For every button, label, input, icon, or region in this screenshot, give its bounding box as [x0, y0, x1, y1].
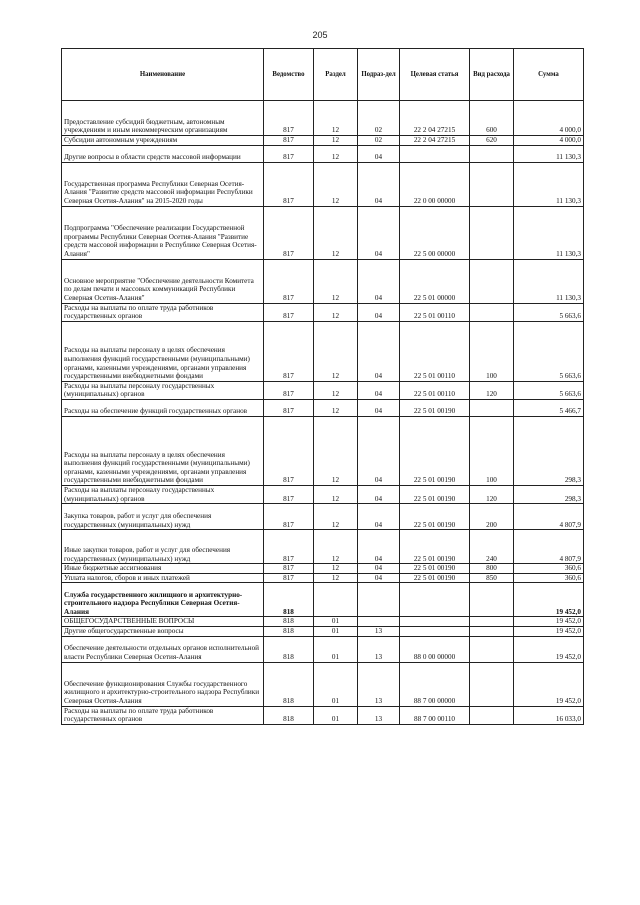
row-name: Другие вопросы в области средств массовой информации [62, 145, 264, 162]
row-podrazdel: 04 [358, 162, 400, 206]
table-row [62, 381, 584, 399]
row-name: Расходы на выплаты персоналу в целях обеспечения выполнения функций государственными (муниципальными) органами, казенными учреждениями, органами управления государственными внебюджетными фондами [62, 321, 264, 381]
row-summa: 298,3 [514, 416, 584, 485]
row-summa: 11 130,3 [514, 162, 584, 206]
row-razdel: 12 [314, 573, 358, 583]
row-name: Основное мероприятие "Обеспечение деятельности Комитета по делам печати и массовых коммуникаций Республики Северная Осетия-Алания" [62, 259, 264, 303]
row-statya: 22 5 01 00190 [400, 504, 470, 530]
row-summa: 360,6 [514, 573, 584, 583]
row-podrazdel: 04 [358, 303, 400, 321]
row-summa: 4 000,0 [514, 101, 584, 136]
row-podrazdel: 04 [358, 564, 400, 574]
row-name: Расходы на выплаты персоналу в целях обеспечения выполнения функций государственными (муниципальными) органами, казенными учреждениями, органами управления государственными внебюджетными фондами [62, 416, 264, 485]
page-number: 205 [312, 30, 328, 40]
table-row [62, 706, 584, 724]
row-vid: 600 [470, 101, 514, 136]
table-row [62, 162, 584, 206]
header-name: Наименование [62, 49, 264, 101]
row-statya [400, 145, 470, 162]
header-podrazdel: Подраз-дел [358, 49, 400, 101]
row-vedomstvo: 817 [264, 162, 314, 206]
row-statya: 22 5 01 00190 [400, 416, 470, 485]
row-summa: 5 663,6 [514, 303, 584, 321]
row-vedomstvo: 818 [264, 626, 314, 636]
row-podrazdel: 04 [358, 321, 400, 381]
row-vedomstvo: 818 [264, 662, 314, 706]
row-name: Расходы на выплаты персоналу государственных (муниципальных) органов [62, 485, 264, 503]
header-statya: Целевая статья [400, 49, 470, 101]
row-vedomstvo: 817 [264, 564, 314, 574]
row-vedomstvo: 817 [264, 416, 314, 485]
row-statya: 22 5 01 00110 [400, 381, 470, 399]
row-vid [470, 303, 514, 321]
row-vid: 120 [470, 485, 514, 503]
row-podrazdel: 13 [358, 662, 400, 706]
row-razdel: 12 [314, 504, 358, 530]
header-vid: Вид расхода [470, 49, 514, 101]
row-razdel: 01 [314, 617, 358, 627]
row-statya: 22 0 00 00000 [400, 162, 470, 206]
row-razdel: 12 [314, 416, 358, 485]
row-vid: 120 [470, 381, 514, 399]
row-summa: 11 130,3 [514, 259, 584, 303]
row-statya: 22 5 01 00110 [400, 321, 470, 381]
table-row [62, 564, 584, 574]
row-statya: 22 5 01 00190 [400, 485, 470, 503]
row-vid: 100 [470, 416, 514, 485]
row-vid: 620 [470, 136, 514, 146]
row-statya: 88 7 00 00110 [400, 706, 470, 724]
row-podrazdel: 04 [358, 145, 400, 162]
row-razdel: 12 [314, 381, 358, 399]
row-summa: 19 452,0 [514, 583, 584, 617]
row-vedomstvo: 817 [264, 381, 314, 399]
row-podrazdel [358, 617, 400, 627]
row-summa: 16 033,0 [514, 706, 584, 724]
row-name: Расходы на выплаты персоналу государственных (муниципальных) органов [62, 381, 264, 399]
row-vid [470, 259, 514, 303]
table-row [62, 485, 584, 503]
row-statya: 22 5 01 00190 [400, 573, 470, 583]
row-summa: 4 807,9 [514, 504, 584, 530]
header-summa: Сумма [514, 49, 584, 101]
row-summa: 5 466,7 [514, 399, 584, 416]
row-name: Предоставление субсидий бюджетным, автономным учреждениям и иным некоммерческим организациям [62, 101, 264, 136]
row-razdel: 12 [314, 206, 358, 259]
row-vedomstvo: 817 [264, 206, 314, 259]
row-podrazdel: 04 [358, 416, 400, 485]
header-vedomstvo: Ведомство [264, 49, 314, 101]
row-statya [400, 626, 470, 636]
row-summa: 19 452,0 [514, 617, 584, 627]
row-vedomstvo: 817 [264, 530, 314, 564]
table-row [62, 399, 584, 416]
row-podrazdel: 02 [358, 136, 400, 146]
row-vedomstvo: 818 [264, 636, 314, 662]
row-razdel: 12 [314, 101, 358, 136]
row-vedomstvo: 817 [264, 573, 314, 583]
row-summa: 298,3 [514, 485, 584, 503]
row-vedomstvo: 817 [264, 485, 314, 503]
row-name: Субсидии автономным учреждениям [62, 136, 264, 146]
row-vid [470, 145, 514, 162]
table-row [62, 321, 584, 381]
row-razdel: 12 [314, 259, 358, 303]
table-row [62, 662, 584, 706]
row-statya [400, 617, 470, 627]
row-summa: 11 130,3 [514, 145, 584, 162]
table-row [62, 626, 584, 636]
row-podrazdel: 13 [358, 706, 400, 724]
row-podrazdel: 04 [358, 206, 400, 259]
row-vid: 850 [470, 573, 514, 583]
table-row [62, 636, 584, 662]
row-vedomstvo: 817 [264, 136, 314, 146]
table-row [62, 583, 584, 617]
table-row [62, 573, 584, 583]
row-statya: 22 5 01 00190 [400, 530, 470, 564]
row-statya: 22 5 01 00000 [400, 259, 470, 303]
row-podrazdel [358, 583, 400, 617]
row-name: Обеспечение деятельности отдельных органов исполнительной власти Республики Северная Осетия-Алания [62, 636, 264, 662]
row-razdel: 01 [314, 626, 358, 636]
row-name: Обеспечение функционирования Службы государственного жилищного и архитектурно-строительного надзора Республики Северная Осетия-Алания [62, 662, 264, 706]
row-podrazdel: 04 [358, 399, 400, 416]
row-podrazdel: 04 [358, 485, 400, 503]
row-razdel: 01 [314, 636, 358, 662]
row-name: Закупка товаров, работ и услуг для обеспечения государственных (муниципальных) нужд [62, 504, 264, 530]
row-razdel: 12 [314, 399, 358, 416]
row-statya: 22 5 01 00190 [400, 564, 470, 574]
row-summa: 19 452,0 [514, 626, 584, 636]
row-podrazdel: 13 [358, 636, 400, 662]
row-statya: 88 0 00 00000 [400, 636, 470, 662]
row-vid: 800 [470, 564, 514, 574]
row-name: Расходы на выплаты по оплате труда работников государственных органов [62, 706, 264, 724]
row-name: Государственная программа Республики Северная Осетия-Алания "Развитие средств массовой информации Республики Северная Осетия-Алания" на 2015-2020 годы [62, 162, 264, 206]
row-summa: 19 452,0 [514, 662, 584, 706]
row-podrazdel: 04 [358, 573, 400, 583]
row-podrazdel: 04 [358, 259, 400, 303]
row-vedomstvo: 817 [264, 101, 314, 136]
row-razdel [314, 583, 358, 617]
table-row [62, 416, 584, 485]
row-vid [470, 617, 514, 627]
row-vedomstvo: 817 [264, 303, 314, 321]
row-statya: 22 5 01 00110 [400, 303, 470, 321]
table-row [62, 303, 584, 321]
table-row [62, 259, 584, 303]
table-row [62, 504, 584, 530]
row-vedomstvo: 818 [264, 617, 314, 627]
row-razdel: 12 [314, 136, 358, 146]
table-row [62, 206, 584, 259]
row-vedomstvo: 818 [264, 583, 314, 617]
row-podrazdel: 13 [358, 626, 400, 636]
row-podrazdel: 04 [358, 381, 400, 399]
row-summa: 4 000,0 [514, 136, 584, 146]
row-summa: 5 663,6 [514, 321, 584, 381]
row-statya: 22 2 04 27215 [400, 136, 470, 146]
row-statya: 22 5 00 00000 [400, 206, 470, 259]
row-vid [470, 399, 514, 416]
row-razdel: 12 [314, 485, 358, 503]
row-razdel: 12 [314, 145, 358, 162]
row-name: Расходы на обеспечение функций государственных органов [62, 399, 264, 416]
row-vid [470, 583, 514, 617]
row-summa: 360,6 [514, 564, 584, 574]
row-vid: 240 [470, 530, 514, 564]
row-statya: 22 2 04 27215 [400, 101, 470, 136]
header-razdel: Раздел [314, 49, 358, 101]
row-statya [400, 583, 470, 617]
row-vedomstvo: 817 [264, 259, 314, 303]
row-vid [470, 626, 514, 636]
row-razdel: 12 [314, 564, 358, 574]
row-razdel: 12 [314, 321, 358, 381]
row-name: Служба государственного жилищного и архитектурно-строительного надзора Республики Северная Осетия-Алания [62, 583, 264, 617]
table-row [62, 136, 584, 146]
row-statya: 22 5 01 00190 [400, 399, 470, 416]
table-header-row [62, 49, 584, 101]
row-name: Иные бюджетные ассигнования [62, 564, 264, 574]
row-vid: 100 [470, 321, 514, 381]
budget-table [61, 48, 584, 725]
table-row [62, 530, 584, 564]
row-name: Уплата налогов, сборов и иных платежей [62, 573, 264, 583]
row-razdel: 01 [314, 706, 358, 724]
row-vid [470, 636, 514, 662]
row-vid [470, 206, 514, 259]
row-podrazdel: 02 [358, 101, 400, 136]
row-razdel: 01 [314, 662, 358, 706]
row-vid [470, 706, 514, 724]
row-podrazdel: 04 [358, 530, 400, 564]
row-razdel: 12 [314, 162, 358, 206]
row-name: Другие общегосударственные вопросы [62, 626, 264, 636]
table-row [62, 617, 584, 627]
row-vid: 200 [470, 504, 514, 530]
row-vedomstvo: 818 [264, 706, 314, 724]
row-podrazdel: 04 [358, 504, 400, 530]
row-name: Подпрограмма "Обеспечение реализации Государственной программы Республики Северная Осетия-Алания "Развитие средств массовой информации в Республике Северная Осетия-Алания" [62, 206, 264, 259]
row-vedomstvo: 817 [264, 399, 314, 416]
row-vedomstvo: 817 [264, 145, 314, 162]
row-vedomstvo: 817 [264, 321, 314, 381]
row-summa: 4 807,9 [514, 530, 584, 564]
row-razdel: 12 [314, 303, 358, 321]
row-vid [470, 662, 514, 706]
row-statya: 88 7 00 00000 [400, 662, 470, 706]
row-vedomstvo: 817 [264, 504, 314, 530]
row-summa: 11 130,3 [514, 206, 584, 259]
row-name: Иные закупки товаров, работ и услуг для обеспечения государственных (муниципальных) нужд [62, 530, 264, 564]
row-vid [470, 162, 514, 206]
row-summa: 19 452,0 [514, 636, 584, 662]
table-row [62, 145, 584, 162]
row-name: Расходы на выплаты по оплате труда работников государственных органов [62, 303, 264, 321]
table-row [62, 101, 584, 136]
row-summa: 5 663,6 [514, 381, 584, 399]
row-name: ОБЩЕГОСУДАРСТВЕННЫЕ ВОПРОСЫ [62, 617, 264, 627]
row-razdel: 12 [314, 530, 358, 564]
